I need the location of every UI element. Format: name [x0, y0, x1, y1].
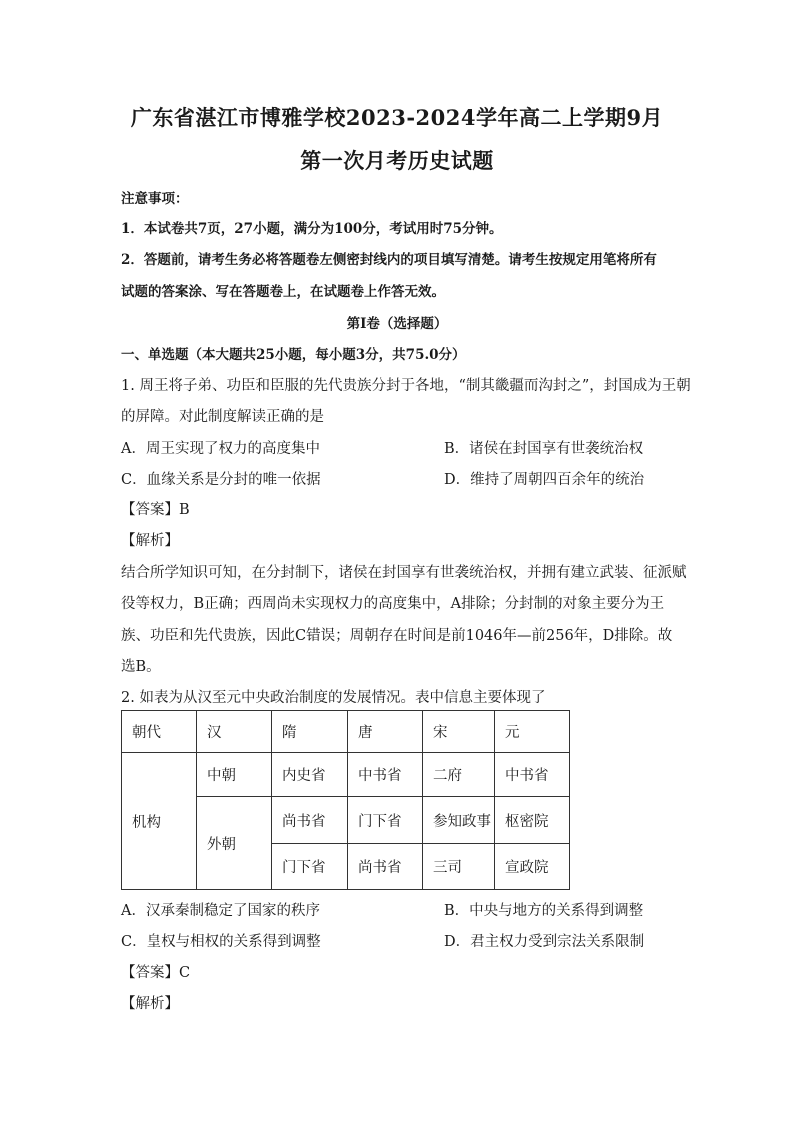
- table-cell: 内史省: [272, 753, 348, 797]
- q1-analysis-line4: 选B。: [121, 659, 161, 675]
- q2-analysis-label: 【解析】: [121, 996, 179, 1012]
- table-cell: 二府: [423, 753, 495, 797]
- q1-analysis-line3: 族、功臣和先代贵族，因此C错误；周朝存在时间是前1046年—前256年，D排除。故: [121, 628, 673, 644]
- q1-stem-line2: 的屏障。对此制度解读正确的是: [121, 409, 324, 425]
- table-header-cell: 朝代: [122, 711, 197, 753]
- table-row-label: 机构: [122, 753, 197, 890]
- table-header-cell: 唐: [348, 711, 423, 753]
- q2-option-d: D．君主权力受到宗法关系限制: [444, 934, 645, 950]
- notice-item-2-line2: 试题的答案涂、写在答题卷上，在试题卷上作答无效。: [121, 284, 445, 300]
- q1-analysis-line1: 结合所学知识可知，在分封制下，诸侯在封国享有世袭统治权，并拥有建立武装、征派赋: [121, 565, 687, 581]
- exam-title-line2: 第一次月考历史试题: [300, 148, 494, 173]
- table-header-cell: 隋: [272, 711, 348, 753]
- table-cell-inner-court: 中朝: [197, 753, 272, 797]
- q1-analysis-label: 【解析】: [121, 533, 179, 549]
- table-cell: 参知政事: [423, 797, 495, 844]
- table-cell: 宣政院: [495, 844, 570, 890]
- table-header-row: [122, 711, 570, 753]
- table-cell: 尚书省: [348, 844, 423, 890]
- notice-heading: 注意事项：: [121, 191, 189, 207]
- exam-title-line1: 广东省湛江市博雅学校2023-2024学年高二上学期9月: [130, 105, 664, 130]
- q2-option-c: C．皇权与相权的关系得到调整: [121, 934, 321, 950]
- part-heading: 一、单选题（本大题共25小题，每小题3分，共75.0分）: [121, 347, 466, 363]
- notice-item-1: 1．本试卷共7页，27小题，满分为100分，考试用时75分钟。: [121, 221, 503, 237]
- q1-option-b: B．诸侯在封国享有世袭统治权: [444, 441, 644, 457]
- table-header-cell: 汉: [197, 711, 272, 753]
- q1-answer: 【答案】B: [121, 502, 190, 518]
- q1-option-d: D．维持了周朝四百余年的统治: [444, 472, 645, 488]
- q2-answer: 【答案】C: [121, 965, 191, 981]
- table-row: [122, 753, 570, 797]
- table-cell-outer-court: 外朝: [197, 797, 272, 890]
- table-cell: 尚书省: [272, 797, 348, 844]
- q2-stem: 2. 如表为从汉至元中央政治制度的发展情况。表中信息主要体现了: [121, 690, 546, 706]
- q1-option-c: C．血缘关系是分封的唯一依据: [121, 472, 321, 488]
- table-header-cell: 元: [495, 711, 570, 753]
- table-cell: 三司: [423, 844, 495, 890]
- table-cell: 中书省: [348, 753, 423, 797]
- table-cell: 门下省: [348, 797, 423, 844]
- q1-option-a: A．周王实现了权力的高度集中: [121, 441, 320, 457]
- notice-item-2-line1: 2．答题前，请考生务必将答题卷左侧密封线内的项目填写清楚。请考生按规定用笔将所有: [121, 252, 657, 268]
- table-cell: 门下省: [272, 844, 348, 890]
- q1-stem-line1: 1. 周王将子弟、功臣和臣服的先代贵族分封于各地，“制其畿疆而沟封之”，封国成为王朝: [121, 378, 691, 394]
- q2-option-a: A．汉承秦制稳定了国家的秩序: [121, 903, 320, 919]
- table-cell: 枢密院: [495, 797, 570, 844]
- table-cell: 中书省: [495, 753, 570, 797]
- q1-analysis-line2: 役等权力，B正确；西周尚未实现权力的高度集中，A排除；分封制的对象主要分为王: [121, 596, 665, 612]
- volume-heading: 第I卷（选择题）: [346, 316, 448, 332]
- dynasty-institution-table: [121, 710, 570, 890]
- q2-option-b: B．中央与地方的关系得到调整: [444, 903, 644, 919]
- table-header-cell: 宋: [423, 711, 495, 753]
